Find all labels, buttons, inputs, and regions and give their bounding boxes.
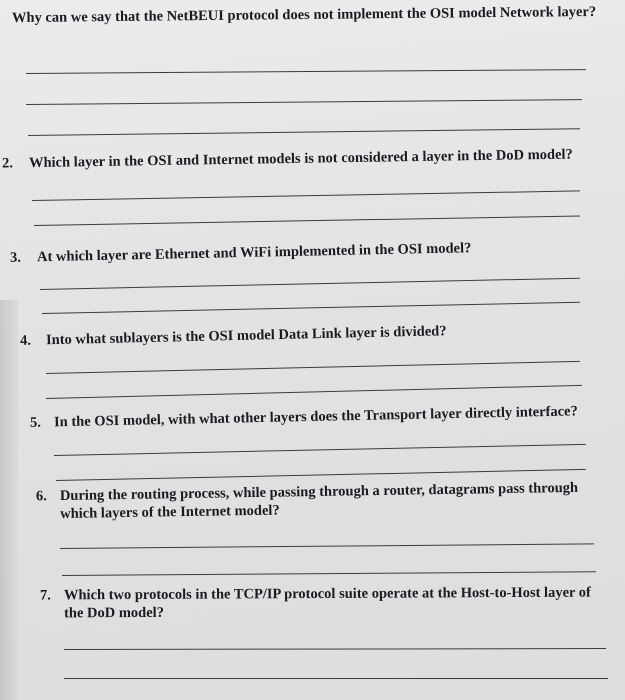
answer-line xyxy=(46,385,582,399)
answer-line xyxy=(64,648,606,650)
question-1 xyxy=(12,3,597,27)
question-text: Why can we say that the NetBEUI protocol does not implement the OSI model Network layer? xyxy=(11,3,597,27)
question-text: Which layer in the OSI and Internet models is not considered a layer in the DoD model? xyxy=(28,146,573,172)
question-5 xyxy=(30,402,590,432)
question-number: 5. xyxy=(29,414,42,431)
answer-line xyxy=(54,444,586,456)
answer-line xyxy=(32,190,580,201)
question-text: Which two protocols in the TCP/IP protocol suite operate at the Host-to-Host layer of the DoD model? xyxy=(63,584,591,622)
answer-line xyxy=(34,215,580,226)
question-text: Into what sublayers is the OSI model Data Link layer is divided? xyxy=(45,323,447,349)
question-6 xyxy=(36,479,596,524)
answer-line xyxy=(42,302,580,314)
question-number: 2. xyxy=(1,155,14,172)
answer-line xyxy=(28,128,580,136)
question-text: During the routing process, while passing through a router, datagrams pass through which layers of the Internet model? xyxy=(59,479,579,523)
answer-line xyxy=(40,278,580,290)
answer-line xyxy=(26,99,582,105)
answer-line xyxy=(60,543,594,549)
answer-line xyxy=(62,571,596,576)
question-number: 4. xyxy=(19,332,32,349)
question-number: 7. xyxy=(39,587,51,604)
answer-line xyxy=(64,678,608,679)
question-7 xyxy=(40,584,605,623)
question-3 xyxy=(10,237,570,267)
answer-line xyxy=(26,69,586,74)
question-number: 6. xyxy=(35,488,47,505)
question-2 xyxy=(2,145,577,172)
page-shadow xyxy=(0,300,18,700)
question-number: 3. xyxy=(9,249,22,266)
question-4 xyxy=(20,320,540,350)
answer-line xyxy=(46,361,580,374)
question-text: In the OSI model, with what other layers does the Transport layer directly interface? xyxy=(53,403,578,431)
question-text: At which layer are Ethernet and WiFi implemented in the OSI model? xyxy=(36,240,472,266)
